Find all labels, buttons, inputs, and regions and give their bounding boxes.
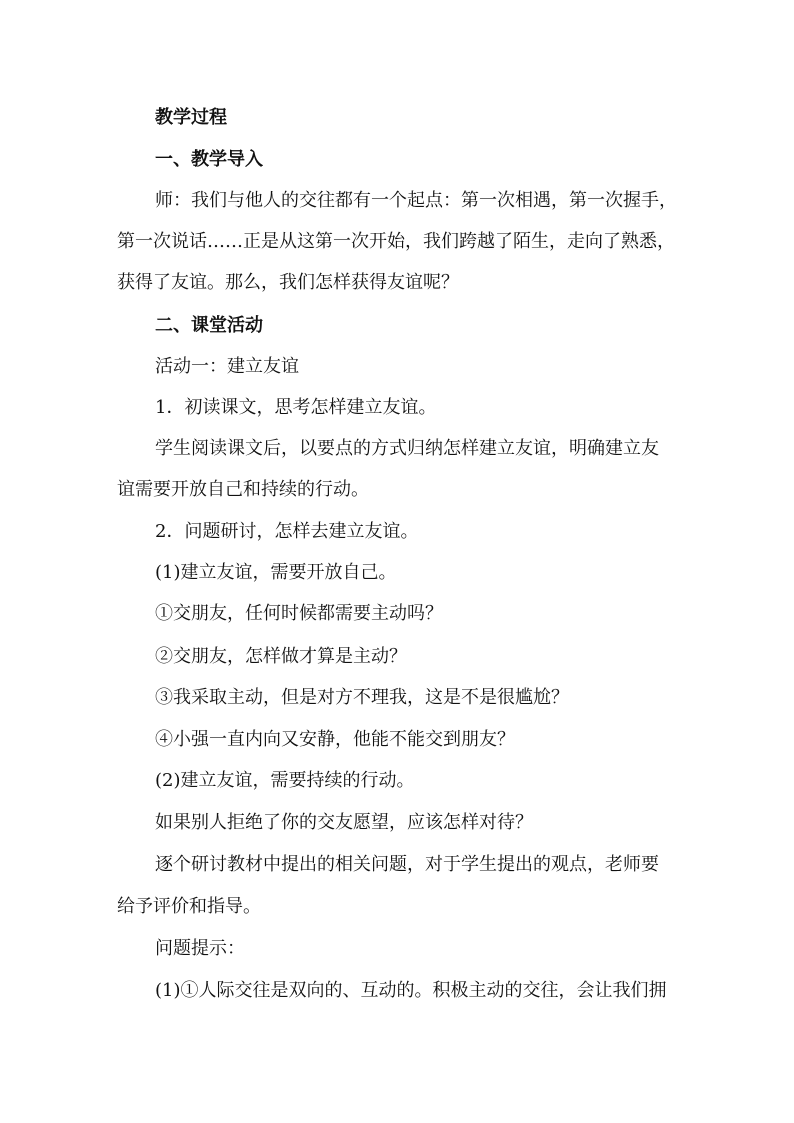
question-item: ③我采取主动，但是对方不理我，这是不是很尴尬？ [155,687,569,708]
sub-point: (2)建立友谊，需要持续的行动。 [155,770,415,791]
sub-point: (1)建立友谊，需要开放自己。 [155,562,397,583]
question-item: 如果别人拒绝了你的交友愿望，应该怎样对待？ [155,812,533,833]
section-title-intro: 一、教学导入 [155,149,263,170]
step-item: 1．初读课文，思考怎样建立友谊。 [155,397,437,418]
activity-title: 活动一：建立友谊 [155,356,299,377]
question-item: ④小强一直内向又安静，他能不能交到朋友？ [155,729,515,750]
question-item: ②交朋友，怎样做才算是主动？ [155,646,407,667]
intro-paragraph-line: 第一次说话……正是从这第一次开始，我们跨越了陌生，走向了熟悉， [117,231,675,252]
step-detail-line: 谊需要开放自己和持续的行动。 [117,479,369,500]
intro-paragraph-line: 师：我们与他人的交往都有一个起点：第一次相遇，第一次握手， [155,190,677,211]
step-item: 2．问题研讨，怎样去建立友谊。 [155,521,419,542]
hint-title: 问题提示： [155,938,245,959]
step-detail-line: 学生阅读课文后，以要点的方式归纳怎样建立友谊，明确建立友 [155,438,659,459]
guide-line: 逐个研讨教材中提出的相关问题，对于学生提出的观点，老师要 [155,854,659,875]
section-title-activities: 二、课堂活动 [155,315,263,336]
intro-paragraph-line: 获得了友谊。那么，我们怎样获得友谊呢？ [117,272,459,293]
guide-line: 给予评价和指导。 [117,896,261,917]
hint-item: (1)①人际交往是双向的、互动的。积极主动的交往，会让我们拥 [155,980,667,1001]
main-heading: 教学过程 [155,107,227,128]
question-item: ①交朋友，任何时候都需要主动吗？ [155,603,443,624]
